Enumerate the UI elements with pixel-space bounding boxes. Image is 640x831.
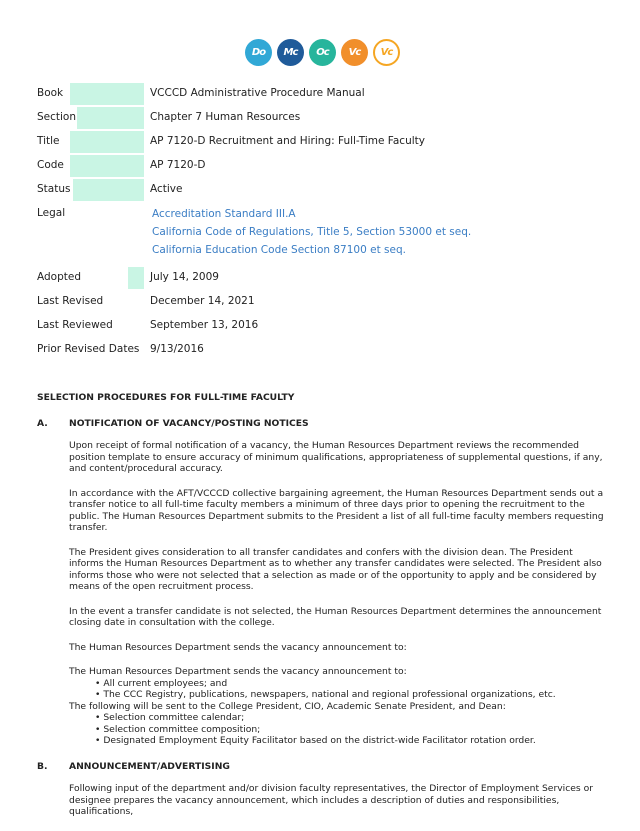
paragraph: Upon receipt of formal notification of a vacancy, the Human Resources Department reviews the recommended position template to ensure accuracy of minimum qualifications, appropriateness of supplemental questions, if any, and content/procedural accuracy. bbox=[69, 440, 603, 474]
moorpark-college-logo-icon: Mc bbox=[277, 39, 304, 66]
last-revised-label: Last Revised bbox=[37, 295, 104, 307]
highlight bbox=[70, 155, 144, 177]
ventura-college-alt-logo-icon: Vc bbox=[373, 39, 400, 66]
last-revised-value: December 14, 2021 bbox=[150, 295, 255, 307]
paragraph: The President gives consideration to all transfer candidates and confers with the division dean. The President informs the Human Resources Department as to whether any transfer candidates were selected. The President also informs those who were not selected that a selection as made or of the opportunity to apply and be considered by means of the open recruitment process. bbox=[69, 546, 602, 592]
highlight bbox=[70, 83, 144, 105]
paragraph: The Human Resources Department sends the vacancy announcement to: bbox=[69, 666, 407, 677]
meta-row-code bbox=[37, 155, 597, 179]
district-office-logo-icon: Do bbox=[245, 39, 272, 66]
paragraph: In accordance with the AFT/VCCCD collective bargaining agreement, the Human Resources Department sends out a transfer notice to all full-time faculty members a minimum of three days prior to opening the recruitment to the public. The Human Resources Department submits to the President a list of all full-time faculty members requesting transfer. bbox=[69, 487, 604, 533]
last-reviewed-label: Last Reviewed bbox=[37, 319, 113, 331]
meta-row-last-reviewed bbox=[37, 315, 597, 339]
status-value: Active bbox=[150, 183, 183, 195]
meta-row-legal bbox=[37, 203, 597, 267]
highlight bbox=[73, 179, 144, 201]
meta-row-status bbox=[37, 179, 597, 203]
list-item: • Selection committee composition; bbox=[95, 724, 607, 736]
highlight bbox=[70, 131, 144, 153]
meta-row-prior-revised bbox=[37, 339, 597, 363]
code-label: Code bbox=[37, 159, 64, 171]
section-b-letter: B. bbox=[37, 760, 48, 772]
code-value: AP 7120-D bbox=[150, 159, 206, 171]
legal-link-accreditation[interactable]: Accreditation Standard III.A bbox=[152, 208, 296, 220]
highlight bbox=[77, 107, 144, 129]
list-item: • Selection committee calendar; bbox=[95, 712, 607, 724]
legal-link-education-code[interactable]: California Education Code Section 87100 et seq. bbox=[152, 244, 406, 256]
paragraph: In the event a transfer candidate is not selected, the Human Resources Department determines the announcement closing date in consultation with the college. bbox=[69, 605, 602, 628]
section-b-title: ANNOUNCEMENT/ADVERTISING bbox=[69, 760, 230, 772]
meta-row-adopted bbox=[37, 267, 597, 291]
highlight bbox=[128, 267, 144, 289]
adopted-value: July 14, 2009 bbox=[150, 271, 219, 283]
section-b-heading bbox=[37, 761, 607, 773]
recipients-list bbox=[37, 678, 607, 701]
title-label: Title bbox=[37, 135, 60, 147]
section-a-title: NOTIFICATION OF VACANCY/POSTING NOTICES bbox=[69, 417, 309, 429]
meta-row-last-revised bbox=[37, 291, 597, 315]
college-logos bbox=[245, 39, 400, 66]
paragraph: Following input of the department and/or division faculty representatives, the Director of Employment Services or designee prepares the vacancy announcement, which includes a description of duties and responsibilities, qualifications, bbox=[69, 783, 594, 817]
section-label: Section bbox=[37, 111, 77, 123]
legal-label: Legal bbox=[37, 207, 66, 219]
paragraph: The following will be sent to the College President, CIO, Academic Senate President, and Dean: bbox=[69, 700, 506, 712]
last-reviewed-value: September 13, 2016 bbox=[150, 319, 259, 331]
adopted-label: Adopted bbox=[37, 271, 81, 283]
legal-link-title5[interactable]: California Code of Regulations, Title 5, Section 53000 et seq. bbox=[152, 226, 472, 238]
status-label: Status bbox=[37, 183, 71, 195]
book-label: Book bbox=[37, 87, 64, 99]
ventura-college-logo-icon: Vc bbox=[341, 39, 368, 66]
prior-revised-value: 9/13/2016 bbox=[150, 343, 204, 355]
list-item: • The CCC Registry, publications, newspapers, national and regional professional organizations, etc. bbox=[95, 689, 607, 701]
meta-row-book bbox=[37, 83, 597, 107]
meta-row-title bbox=[37, 131, 597, 155]
section-a-heading bbox=[37, 418, 607, 430]
document-body bbox=[37, 392, 607, 831]
prior-revised-label: Prior Revised Dates bbox=[37, 343, 140, 355]
list-item: • All current employees; and bbox=[95, 678, 607, 690]
book-value: VCCCD Administrative Procedure Manual bbox=[150, 87, 365, 99]
oxnard-college-logo-icon: Oc bbox=[309, 39, 336, 66]
section-value: Chapter 7 Human Resources bbox=[150, 111, 301, 123]
meta-row-section bbox=[37, 107, 597, 131]
list-item: • Designated Employment Equity Facilitator based on the district-wide Facilitator rotation order. bbox=[95, 735, 607, 747]
paragraph: The Human Resources Department sends the vacancy announcement to: bbox=[69, 641, 407, 653]
title-value: AP 7120-D Recruitment and Hiring: Full-Time Faculty bbox=[150, 135, 425, 147]
section-a-letter: A. bbox=[37, 417, 48, 429]
legal-links bbox=[152, 205, 471, 259]
committee-list bbox=[37, 712, 607, 747]
policy-metadata bbox=[37, 83, 597, 363]
doc-heading: SELECTION PROCEDURES FOR FULL-TIME FACULTY bbox=[37, 392, 295, 403]
